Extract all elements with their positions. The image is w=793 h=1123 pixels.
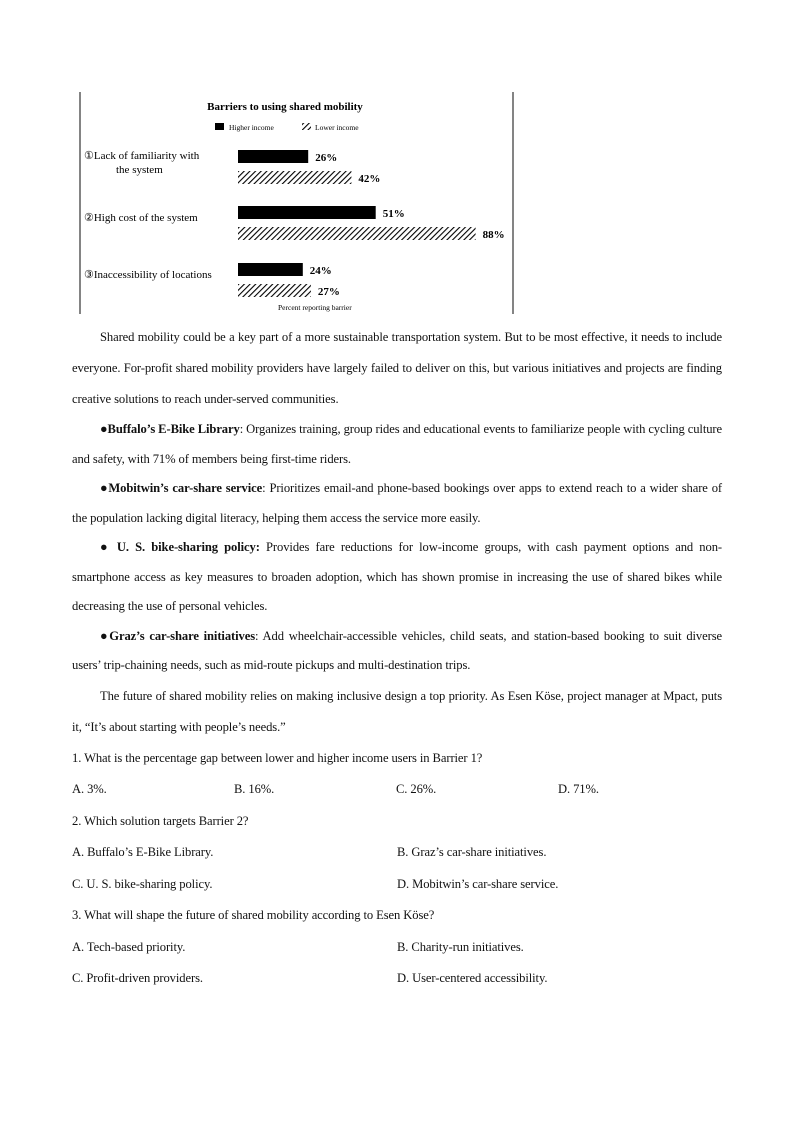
- bullet-icon: ●: [100, 422, 108, 436]
- question-2-options-row2: [72, 869, 722, 901]
- solution-name: Mobitwin’s car-share service: [108, 481, 263, 495]
- solution-buffalo: [72, 415, 722, 474]
- legend-swatch-lower: [302, 123, 311, 130]
- option-d[interactable]: D. User-centered accessibility.: [397, 971, 548, 985]
- chart-title: Barriers to using shared mobility: [207, 101, 363, 113]
- data-label: 24%: [309, 265, 332, 277]
- bullet-icon: ●: [100, 540, 117, 554]
- category-label: ①Lack of familiarity with: [84, 150, 200, 162]
- bar-higher-income: [238, 150, 308, 163]
- x-axis-label: Percent reporting barrier: [278, 303, 352, 312]
- category-label: ②High cost of the system: [84, 212, 198, 224]
- option-d[interactable]: D. 71%.: [558, 782, 599, 796]
- category-label: ③Inaccessibility of locations: [84, 269, 212, 281]
- option-b[interactable]: B. Charity-run initiatives.: [397, 939, 524, 954]
- option-a[interactable]: A. 3%.: [72, 782, 107, 796]
- option-c[interactable]: C. Profit-driven providers.: [72, 971, 203, 985]
- bar-higher-income: [238, 206, 376, 219]
- question-1-options: [72, 774, 722, 806]
- bullet-icon: ●: [100, 628, 110, 643]
- solution-us-bike-sharing: [72, 533, 722, 622]
- plot-area: [84, 150, 505, 298]
- solution-text: : Prioritizes email-and phone-based bookings over apps to extend reach to a wider share of the population lacking digital literacy, helping them access the service more easily.: [72, 481, 722, 525]
- conclusion-paragraph: The future of shared mobility relies on making inclusive design a top priority. As Esen Köse, project manager at Mpact, puts it, “It’s about starting with people’s needs.”: [72, 688, 722, 734]
- bar-lower-income: [238, 284, 311, 297]
- legend-swatch-higher: [215, 123, 224, 130]
- solution-name: U. S. bike-sharing policy:: [116, 540, 260, 554]
- solution-text: Provides fare reductions for low-income groups, with cash payment options and non-smartphone access as key measures to broaden adoption, which has shown promise in increasing the use of shared bikes while decreasing the use of personal vehicles.: [72, 540, 722, 613]
- legend-label-lower: Lower income: [315, 123, 359, 132]
- data-label: 26%: [315, 152, 338, 164]
- solution-text: : Add wheelchair-accessible vehicles, child seats, and station-based booking to suit diverse users’ trip-chaining needs, such as mid-route pickups and multi-destination trips.: [72, 628, 722, 672]
- category-label: the system: [116, 164, 163, 176]
- question-1: 1. What is the percentage gap between lower and higher income users in Barrier 1?: [72, 750, 483, 765]
- reading-passage: [72, 322, 722, 995]
- solution-graz: [72, 622, 722, 681]
- legend-label-higher: Higher income: [229, 123, 274, 132]
- option-c[interactable]: C. 26%.: [396, 782, 437, 796]
- bar-higher-income: [238, 263, 303, 276]
- option-a[interactable]: A. Buffalo’s E-Bike Library.: [72, 845, 214, 859]
- question-3: 3. What will shape the future of shared mobility according to Esen Köse?: [72, 908, 435, 922]
- solution-text: : Organizes training, group rides and educational events to familiarize people with cycling culture and safety, with 71% of members being first-time riders.: [72, 422, 723, 466]
- bullet-icon: ●: [100, 481, 109, 495]
- option-a[interactable]: A. Tech-based priority.: [72, 939, 186, 954]
- question-2: 2. Which solution targets Barrier 2?: [72, 813, 249, 828]
- option-b[interactable]: B. Graz’s car-share initiatives.: [397, 845, 547, 859]
- solution-name: Graz’s car-share initiatives: [109, 628, 256, 643]
- bar-lower-income: [238, 227, 476, 240]
- intro-paragraph: Shared mobility could be a key part of a more sustainable transportation system. But to be most effective, it needs to include everyone. For-profit shared mobility providers have largely failed to deliver on this, but various initiatives and projects are finding creative solutions to reach under-served communities.: [72, 330, 722, 406]
- data-label: 27%: [317, 286, 340, 298]
- option-b[interactable]: B. 16%.: [234, 782, 275, 796]
- option-d[interactable]: D. Mobitwin’s car-share service.: [397, 876, 559, 891]
- question-3-options-row2: [72, 963, 722, 995]
- data-label: 42%: [358, 173, 381, 185]
- solution-mobitwin: [72, 474, 722, 533]
- solution-name: Buffalo’s E-Bike Library: [107, 422, 240, 436]
- data-label: 88%: [482, 229, 505, 241]
- bar-lower-income: [238, 171, 351, 184]
- option-c[interactable]: C. U. S. bike-sharing policy.: [72, 876, 213, 891]
- barrier-chart: [72, 88, 522, 318]
- question-2-options-row1: [72, 837, 722, 869]
- data-label: 51%: [382, 208, 405, 220]
- question-3-options-row1: [72, 932, 722, 964]
